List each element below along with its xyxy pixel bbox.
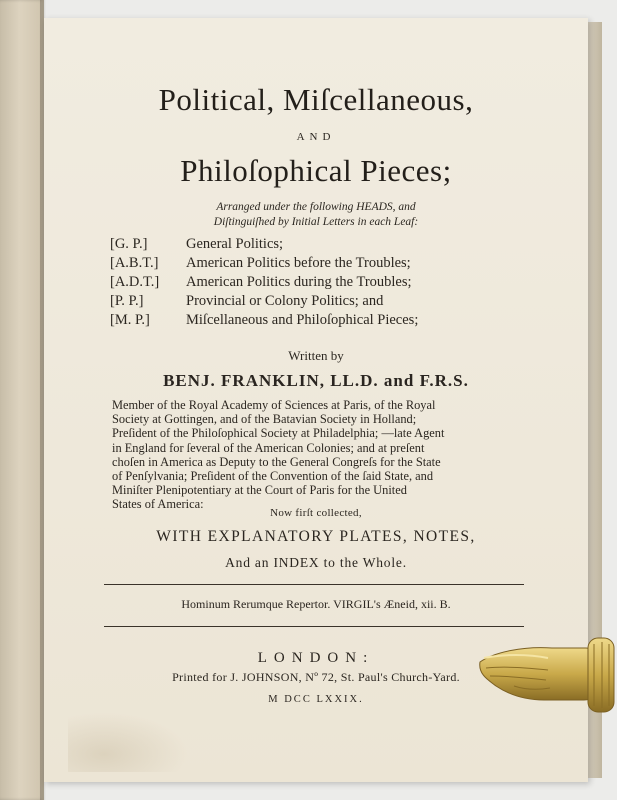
title-and: AND [296, 131, 336, 143]
head-text: American Politics before the Troubles; [186, 255, 411, 271]
head-code: [P. P.] [110, 293, 144, 309]
arrangement-line-1: Arranged under the following HEADS, and [216, 201, 416, 213]
title-line-2: Philoſophical Pieces; [180, 153, 452, 188]
credentials-line: States of America: [112, 497, 204, 512]
credentials-line: choſen in America as Deputy to the General Congreſs for the State [112, 454, 441, 469]
head-row [110, 312, 450, 331]
head-row [110, 236, 450, 255]
paper-stain [68, 712, 188, 772]
credentials-line: Member of the Royal Academy of Sciences at Paris, of the Royal [112, 398, 436, 412]
head-row [110, 274, 450, 293]
motto: Hominum Rerumque Repertor. VIRGIL's Æneid, xii. B. [181, 597, 451, 611]
top-rule [104, 584, 524, 585]
head-row [110, 293, 450, 312]
credentials-line: of Penſylvania; Preſident of the Convention of the ſaid State, and [112, 469, 434, 484]
head-code: [A.D.T.] [110, 274, 160, 290]
title-line-1: Political, Miſcellaneous, [158, 82, 474, 117]
head-code: [A.B.T.] [110, 255, 159, 271]
head-row [110, 255, 450, 274]
explanatory-plates: WITH EXPLANATORY PLATES, NOTES, [156, 528, 476, 545]
imprint-date: M DCC LXXIX. [268, 694, 364, 705]
arrangement-note [44, 200, 588, 230]
author-credentials [112, 398, 500, 512]
book-spine [0, 0, 44, 800]
head-text: General Politics; [186, 236, 284, 252]
imprint-printer: Printed for J. JOHNSON, Nº 72, St. Paul's Church-Yard. [172, 670, 460, 684]
brass-hand-bookmark-icon [474, 628, 617, 728]
credentials-line: in England for ſeveral of the American Colonies; and at preſent [112, 440, 425, 455]
credentials-line: Miniſter Plenipotentiary at the Court of Paris for the United [112, 483, 407, 498]
credentials-line: Preſident of the Philoſophical Society at Philadelphia; —late Agent [112, 426, 445, 441]
head-text: American Politics during the Troubles; [186, 274, 412, 290]
credentials-line: Society at Gottingen, and of the Batavian Society in Holland; [112, 412, 417, 427]
head-text: Miſcellaneous and Philoſophical Pieces; [186, 312, 419, 328]
index-line: And an INDEX to the Whole. [225, 555, 407, 570]
imprint-city: LONDON: [257, 650, 375, 666]
first-collected: Now firſt collected, [270, 507, 362, 519]
arrangement-line-2: Diſtinguiſhed by Initial Letters in each Leaf: [213, 216, 419, 228]
head-code: [G. P.] [110, 236, 148, 252]
written-by: Written by [288, 348, 344, 363]
bottom-rule [104, 626, 524, 627]
head-code: [M. P.] [110, 312, 150, 328]
head-text: Provincial or Colony Politics; and [186, 293, 384, 309]
author-name: BENJ. FRANKLIN, LL.D. and F.R.S. [163, 371, 469, 390]
heads-list [110, 236, 450, 331]
